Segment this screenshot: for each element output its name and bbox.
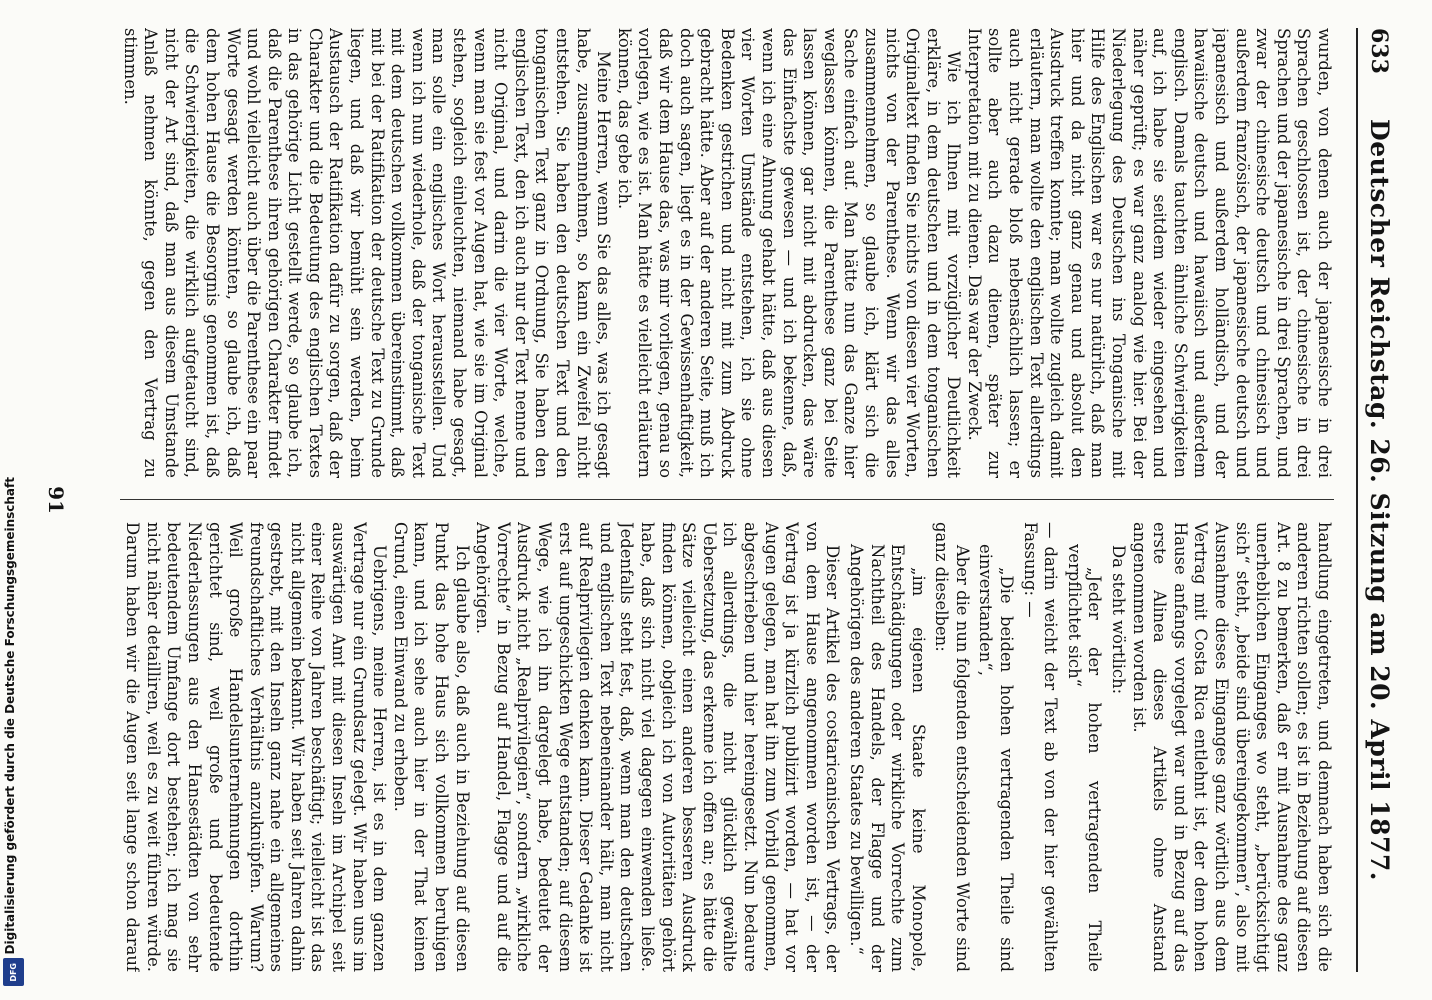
paragraph: Dieser Artikel des costaricanischen Vertrags, der von dem Hause angenommen worden ist, — der Vertrag ist ja kürzlich publizirt worden, — hat vor Augen gelegen, man hat ihn zum Vorbild genommen, abgeschrieben und hier hereingesetzt. Nun bedaure ich allerdings, die nicht glücklich gewählte Uebersetzung, das erkenne ich offen an; es hätte die Sätze vielleicht einen anderen besseren Ausdruck finden können, obgleich ich von Autoritäten gehört habe, daß sich nicht viel dagegen einwenden ließe. Jedenfalls steht fest, daß, wenn man den deutschen und englischen Text nebeneinander hält, man nicht auf Realprivilegien denken kann. Dieser Gedanke ist erst auf ungeschickten Wege entstanden; auf diesem Wege, wie ich ihn dargelegt habe, bedeutet der Ausdruck nicht „Realprivilegien“, sondern „wirkliche Vorrechte“ in Bezug auf Handel, Flagge und auf die Angehörigen.	[473, 522, 843, 972]
running-head: Deutscher Reichstag. 26. Sitzung am 20. April 1877.	[1365, 119, 1394, 881]
paragraph: Da steht wörtlich:	[1109, 544, 1129, 695]
quotation: „im eigenen Staate keine Monopole, Entschädigungen oder wirkliche Vorrechte zum Nachtheil des Handels, der Flagge und der Angehörigen des anderen Staates zu bewilligen.“	[846, 544, 928, 972]
paragraph: Meine Herren, wenn Sie das alles, was ich gesagt habe, zusammennehmen, so kann ein Zweifel nicht entstehen. Sie haben den deutschen Text und den tonganischen Text ganz in Ordnung, Sie haben den englischen Text, den ich auch nur der Text nenne und nicht Original, und darin die vier Worte, welche, wenn man sie fest vor Augen hat, wie sie im Original stehen, sogleich einleuchten, niemand habe gesagt, man solle ein englisches Wort herausstellen. Und wenn ich nun wiederhole, daß der tonganische Text mit dem deutschen vollkommen übereinstimmt, daß mit bei der Ratifikation der deutsche Text zu Grunde liegen, und daß wir bemüht sein werden, beim Austausch der Ratifikation dafür zu sorgen, daß der Charakter und die Bedeutung des englischen Textes in das gehörige Licht gestellt werde, so glaube ich, daß die Parenthese ihren gehörigen Charakter findet und wohl vielleicht auch über die Parenthese ein paar Worte gesagt werden könnten, so glaube ich, daß dem hohen Hause die Besorgnis genommen ist, daß die Schwierigkeiten, die wirklich aufgetaucht sind, nicht der Art sind, daß man aus diesem Umstande Anlaß nehmen könnte, gegen den Vertrag zu stimmen.	[120, 28, 614, 478]
paragraph: handlung eingetreten, und demnach haben sich die anderen richten sollen; es ist in Beziehung auf diesen Art. 8 zu bemerken, daß er mit Ausnahme des ganz unerheblichen Einganges wo steht, „berücksichtigt sich“ steht, „beide sind übereingekommen“, also mit Ausnahme dieses Einganges ganz wörtlich aus dem Vertrag mit Costa Rica entlehnt ist, der dem hohen Hause anfangs vorgelegt war und in Bezug auf das erste Alinea dieses Artikels ohne Anstand angenommen worden ist.	[1129, 522, 1334, 972]
paragraph: wurden, von denen auch der japanesische in drei Sprachen geschlossen ist, der chinesische in drei Sprachen und der japanesische in drei Sprachen, und zwar der chinesische deutsch und chinesisch und außerdem französisch, der japanesische deutsch und japanesisch und außerdem holländisch, und der hawaiische deutsch und hawaiisch und außerdem englisch. Damals tauchten ähnliche Schwierigkeiten auf, ich habe sie seitdem wieder eingesehen und näher geprüft; es war ganz analog wie hier. Bei der Niederlegung des Deutschen ins Tonganische mit Hilfe des Englischen war es nur natürlich, daß man hier und da nicht ganz genau und absolut den Ausdruck treffen konnte; man wollte zugleich damit erläutern, man wollte den englischen Text allerdings auch nicht gerade bloß nebensächlich lassen; er sollte aber auch dazu dienen, später zur Interpretation mit zu dienen. Das war der Zweck.	[964, 28, 1334, 478]
signature-mark: 91	[44, 486, 68, 514]
dfg-logo-icon	[3, 958, 24, 986]
paragraph: — darin weicht der Text ab von der hier gewählten Fassung: —	[1020, 522, 1061, 972]
credit-text: Digitalisierung gefördert durch die Deutsche Forschungsgemeinschaft	[3, 476, 17, 954]
header-rule	[1356, 28, 1358, 972]
quotation: „Die beiden hohen vertragenden Theile sind einverstanden“,	[976, 544, 1017, 972]
logo-text: DFG	[9, 963, 18, 982]
paragraph: Aber die nun folgenden entscheidenden Worte sind ganz dieselben:	[932, 522, 972, 972]
paragraph: Wie ich Ihnen mit vorzüglicher Deutlichkeit erkläre, in dem deutschen und in dem tonganischen Originaltext finden Sie nichts von diesen vier Worten, nichts von der Parenthese. Wenn wir das alles zusammennehmen, so glaube ich, klärt sich die Sache einfach auf. Man hätte nun das Ganze hier weglassen können, die Parenthese ganz bei Seite lassen können, gar nicht mit abdrucken, das wäre das Einfachste gewesen — und ich bekenne, daß, wenn ich eine Ahnung gehabt hätte, daß aus diesen vier Worten Umstände entstehen, ich sie ohne Bedenken gestrichen und nicht mit zum Abdruck gebracht hätte. Aber auf der anderen Seite, muß ich doch auch sagen, liegt es in der Gewissenhaftigkeit, daß wir dem Hause das, was mir vorliegen, genau so vorlegen, wie es ist. Man hätte es vielleicht erläutern können, das gebe ich.	[614, 28, 964, 478]
text-column-left	[120, 28, 1334, 478]
digitization-credit	[1, 428, 27, 988]
column-divider	[120, 499, 1334, 500]
paragraph: Uebrigens, meine Herren, ist es in dem ganzen Vertrage nur ein Grundsatz gelegt. Wir haben uns im auswärtigen Amt mit diesen Inseln im Archipel seit einer Reihe von Jahren beschäftigt; vielleicht ist das nicht allgemein bekannt. Wir haben seit Jahren dahin gestrebt, mit den Inseln ganz nahe ein allgemeines freundschaftliches Verhältnis anzuknüpfen. Warum? Weil große Handelsunternehmungen dorthin gerichtet sind, weil große und bedeutende Niederlassungen aus den Hansestädten von sehr bedeutendem Umfange dort bestehen; ich mag sie nicht näher detailliren, weil es zu weit führen würde. Darum haben wir die Augen seit lange schon darauf	[123, 522, 390, 972]
quotation: „Jeder der hohen vertragenden Theile verpflichtet sich“	[1064, 544, 1105, 972]
page-number: 633	[1366, 28, 1392, 74]
text-column-right	[120, 522, 1334, 972]
page-header	[1360, 28, 1394, 972]
paragraph: Ich glaube also, daß auch in Beziehung auf diesen Punkt das hohe Haus sich vollkommen beruhigen kann, und ich sehe auch hier in der That keinen Grund, einen Einwand zu erheben.	[390, 522, 472, 972]
